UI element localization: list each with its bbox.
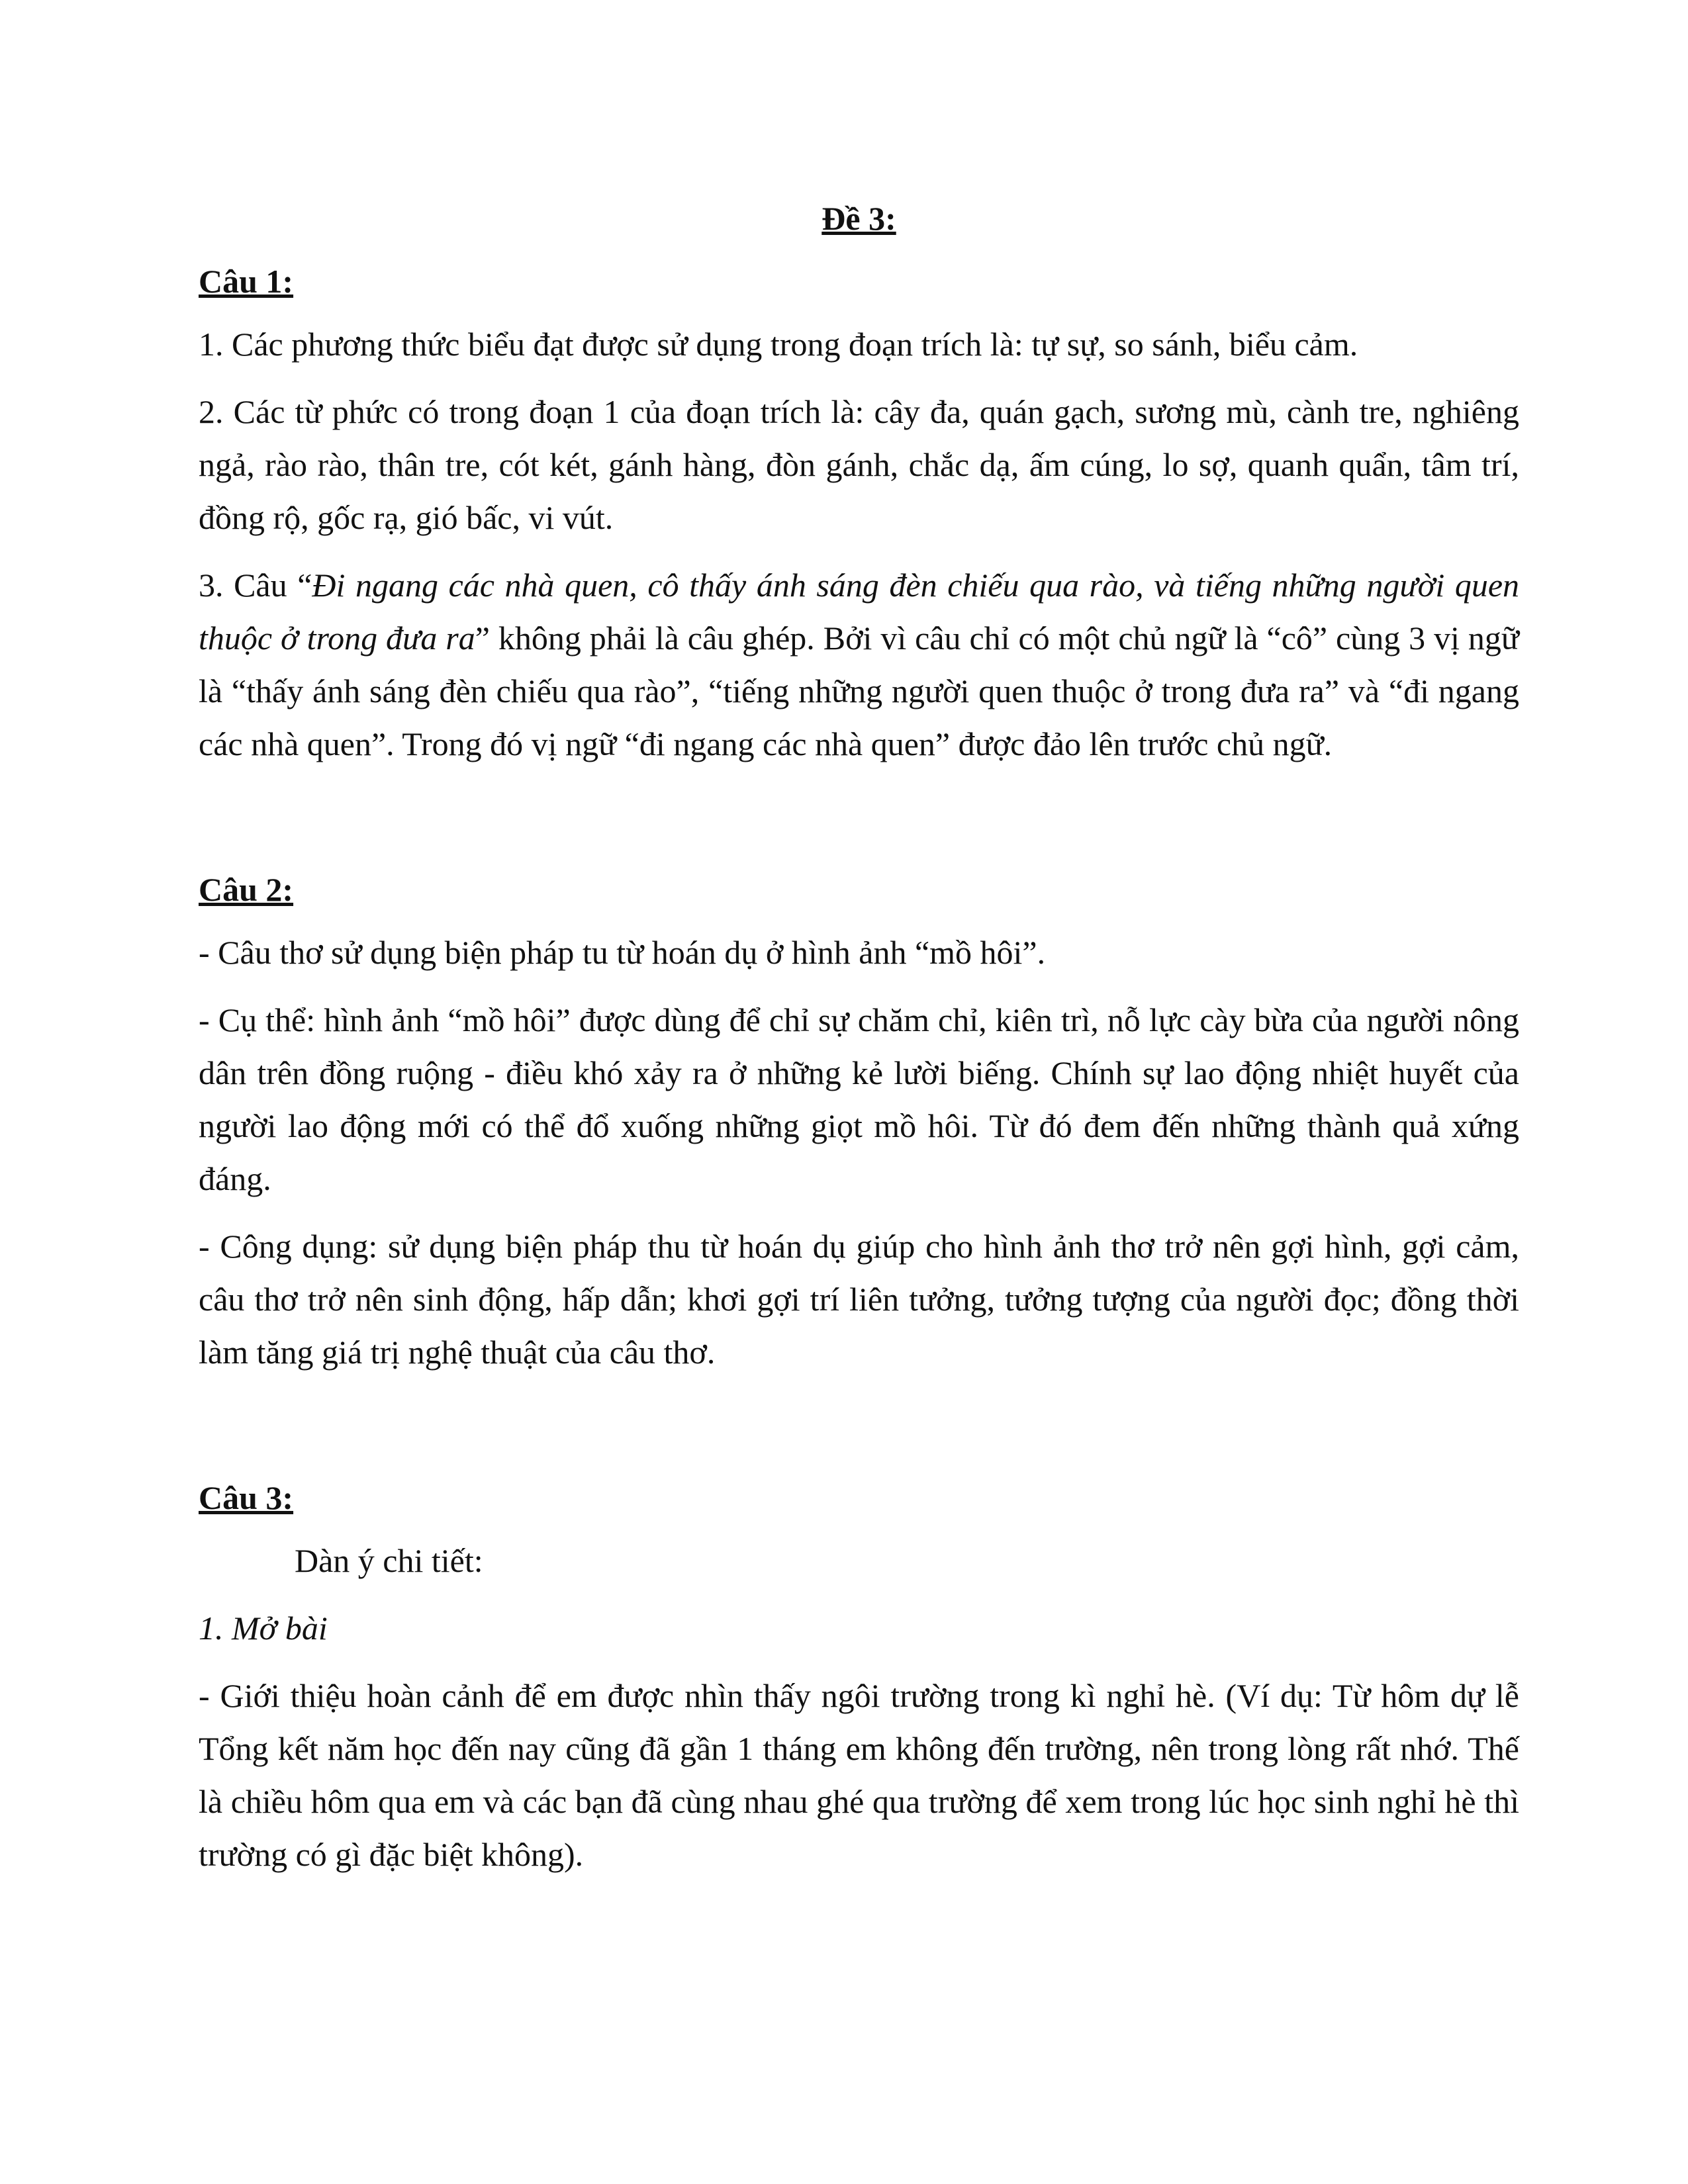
cau1-p3-suffix: ” không phải là câu ghép. Bởi vì câu chỉ có một chủ ngữ là “cô” cùng 3 vị ngữ là “thấy ánh sáng đèn chiếu qua rào”, “tiếng những người quen thuộc ở trong đưa ra” và “đi ngang các nhà quen”. Trong đó vị ngữ “đi ngang các nhà quen” được đảo lên trước chủ ngữ. [199, 619, 1519, 762]
cau1-heading: Câu 1: [199, 263, 294, 300]
cau2-paragraph-1: - Câu thơ sử dụng biện pháp tu từ hoán dụ ở hình ảnh “mồ hôi”. [199, 934, 1046, 971]
section-spacer [199, 785, 1519, 863]
cau2-paragraph-2: - Cụ thể: hình ảnh “mồ hôi” được dùng để chỉ sự chăm chỉ, kiên trì, nỗ lực cày bừa của người nông dân trên đồng ruộng - điều khó xảy ra ở những kẻ lười biếng. Chính sự lao động nhiệt huyết của người lao động mới có thể đổ xuống những giọt mồ hôi. Từ đó đem đến những thành quả xứng đáng. [199, 1001, 1519, 1197]
page-content [199, 192, 1519, 1895]
cau1-paragraph-1: 1. Các phương thức biểu đạt được sử dụng trong đoạn trích là: tự sự, so sánh, biểu cảm. [199, 326, 1358, 363]
cau3-heading: Câu 3: [199, 1479, 294, 1516]
section-spacer [199, 1393, 1519, 1471]
cau3-outline-label: Dàn ý chi tiết: [295, 1542, 483, 1579]
cau1-paragraph-2: 2. Các từ phức có trong đoạn 1 của đoạn trích là: cây đa, quán gạch, sương mù, cành tre, nghiêng ngả, rào rào, thân tre, cót két, gánh hàng, đòn gánh, chắc dạ, ấm cúng, lo sợ, quanh quẩn, tâm trí, đồng rộ, gốc rạ, gió bấc, vi vút. [199, 393, 1519, 536]
cau3-section-1-heading: 1. Mở bài [199, 1610, 328, 1647]
cau2-paragraph-3: - Công dụng: sử dụng biện pháp thu từ hoán dụ giúp cho hình ảnh thơ trở nên gợi hình, gợi cảm, câu thơ trở nên sinh động, hấp dẫn; khơi gợi trí liên tưởng, tưởng tượng của người đọc; đồng thời làm tăng giá trị nghệ thuật của câu thơ. [199, 1228, 1519, 1371]
cau2-heading: Câu 2: [199, 871, 294, 908]
cau1-paragraph-3 [199, 559, 1519, 770]
document-title: Đề 3: [821, 200, 896, 237]
cau1-p3-prefix: 3. Câu “ [199, 567, 312, 604]
cau1-p3-quote: Đi ngang các nhà quen, cô thấy ánh sáng đèn chiếu qua rào, và tiếng những người quen thuộc ở trong đưa ra [199, 567, 1520, 657]
cau3-paragraph-1: - Giới thiệu hoàn cảnh để em được nhìn thấy ngôi trường trong kì nghỉ hè. (Ví dụ: Từ hôm dự lễ Tổng kết năm học đến nay cũng đã gần 1 tháng em không đến trường, nên trong lòng rất nhớ. Thế là chiều hôm qua em và các bạn đã cùng nhau ghé qua trường để xem trong lúc học sinh nghỉ hè thì trường có gì đặc biệt không). [199, 1677, 1519, 1873]
